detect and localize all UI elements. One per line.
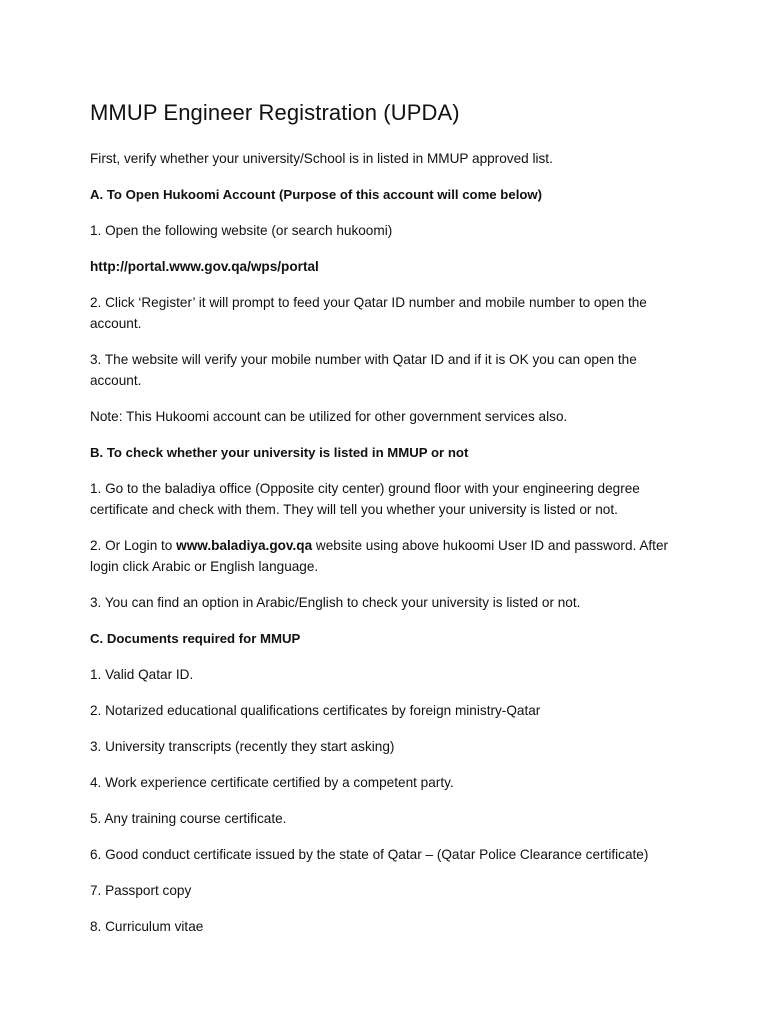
section-a-heading: A. To Open Hukoomi Account (Purpose of this account will come below): [90, 187, 543, 202]
section-c-heading: C. Documents required for MMUP: [90, 631, 301, 646]
document-list-item: 4. Work experience certificate certified by a competent party.: [90, 775, 454, 790]
section-b-step-2-prefix: 2. Or Login to: [90, 538, 177, 553]
document-list-item: 6. Good conduct certificate issued by the state of Qatar – (Qatar Police Clearance certificate): [90, 847, 649, 862]
document-list-item: 5. Any training course certificate.: [90, 811, 287, 826]
hukoomi-portal-url: http://portal.www.gov.qa/wps/portal: [90, 259, 319, 274]
section-b-step-1: 1. Go to the baladiya office (Opposite city center) ground floor with your engineering degree certificate and check with them. They will tell you whether your university is listed or not.: [90, 481, 640, 517]
baladiya-website-link: www.baladiya.gov.qa: [176, 538, 313, 553]
section-a-step-2: 2. Click ‘Register’ it will prompt to feed your Qatar ID number and mobile number to open the account.: [90, 295, 647, 331]
document-list-item: 8. Curriculum vitae: [90, 919, 204, 934]
section-a-step-3: 3. The website will verify your mobile number with Qatar ID and if it is OK you can open the account.: [90, 352, 637, 388]
document-list-item: 2. Notarized educational qualifications certificates by foreign ministry-Qatar: [90, 703, 541, 718]
section-a-step-1: 1. Open the following website (or search hukoomi): [90, 223, 393, 238]
document-list-item: 3. University transcripts (recently they start asking): [90, 739, 395, 754]
intro-text: First, verify whether your university/School is in listed in MMUP approved list.: [90, 151, 553, 166]
section-b-heading: B. To check whether your university is listed in MMUP or not: [90, 445, 469, 460]
document-page: [90, 98, 690, 952]
document-list-item: 1. Valid Qatar ID.: [90, 667, 194, 682]
section-a-note: Note: This Hukoomi account can be utilized for other government services also.: [90, 409, 568, 424]
document-list-item: 7. Passport copy: [90, 883, 192, 898]
section-b-step-3: 3. You can find an option in Arabic/English to check your university is listed or not.: [90, 595, 581, 610]
document-title: MMUP Engineer Registration (UPDA): [90, 100, 460, 125]
section-b-step-2-suffix: website using above hukoomi User ID and password. After login click Arabic or English language.: [90, 538, 669, 574]
section-b-step-2: [90, 535, 690, 577]
